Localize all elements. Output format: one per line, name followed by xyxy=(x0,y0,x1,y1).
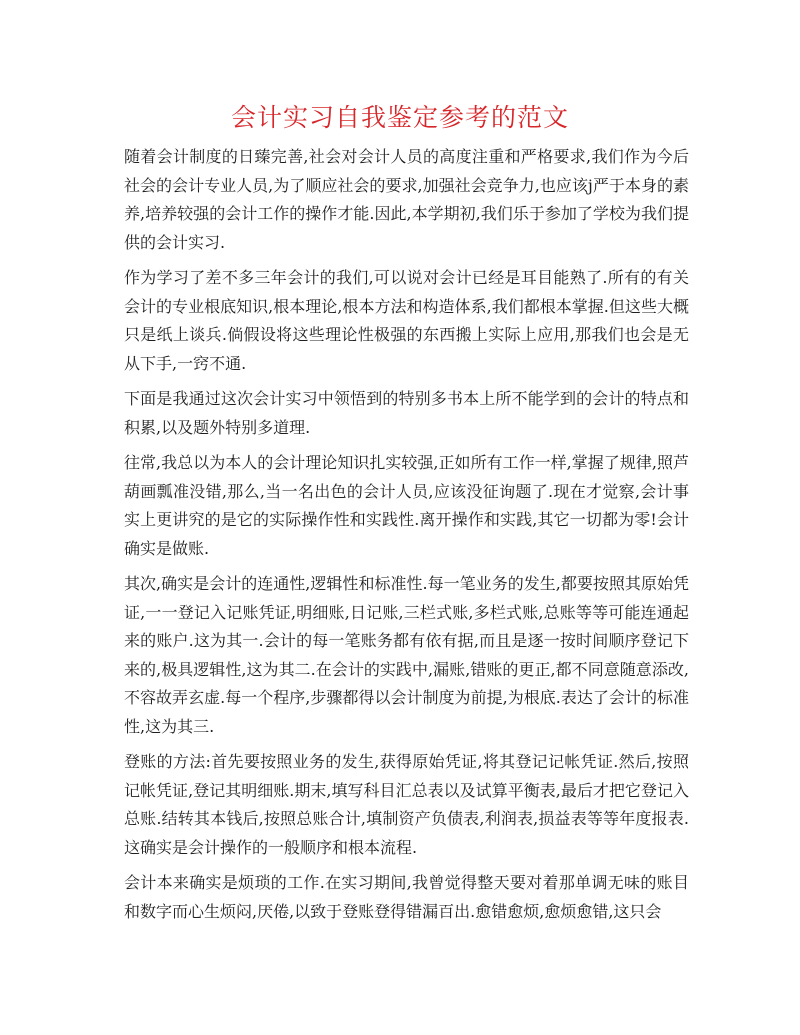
document-title: 会计实习自我鉴定参考的范文 xyxy=(230,103,569,132)
document-body xyxy=(124,143,689,933)
paragraph-1: 随着会计制度的日臻完善,社会对会计人员的高度注重和严格要求,我们作为今后社会的会计专业人员,为了顺应社会的要求,加强社会竞争力,也应该j严于本身的素养,培养较强的会计工作的操作才能.因此,本学期初,我们乐于参加了学校为我们提供的会计实习. xyxy=(124,147,689,252)
paragraph-4: 往常,我总以为本人的会计理论知识扎实较强,正如所有工作一样,掌握了规律,照芦葫画瓢准没错,那么,当一名出色的会计人员,应该没征询题了.现在才觉察,会计事实上更讲究的是它的实际操作性和实践性.离开操作和实践,其它一切都为零!会计确实是做账. xyxy=(124,453,689,558)
paragraph-5: 其次,确实是会计的连通性,逻辑性和标准性.每一笔业务的发生,都要按照其原始凭证,一一登记入记账凭证,明细账,日记账,三栏式账,多栏式账,总账等等可能连通起来的账户.这为其一.会计的每一笔账务都有依有据,而且是逐一按时间顺序登记下来的,极具逻辑性,这为其二.在会计的实践中,漏账,错账的更正,都不同意随意添改,不容故弄玄虚.每一个程序,步骤都得以会计制度为前提,为根底.表达了会计的标准性,这为其三. xyxy=(124,574,689,736)
paragraph-3: 下面是我通过这次会计实习中领悟到的特别多书本上所不能学到的会计的特点和积累,以及题外特别多道理. xyxy=(124,389,689,437)
paragraph-2: 作为学习了差不多三年会计的我们,可以说对会计已经是耳目能熟了.所有的有关会计的专业根底知识,根本理论,根本方法和构造体系,我们都根本掌握.但这些大概只是纸上谈兵.倘假设将这些理论性极强的东西搬上实际上应用,那我们也会是无从下手,一窍不通. xyxy=(124,268,689,373)
paragraph-7: 会计本来确实是烦琐的工作.在实习期间,我曾觉得整天要对着那单调无味的账目和数字而心生烦闷,厌倦,以致于登账登得错漏百出.愈错愈烦,愈烦愈错,这只会 xyxy=(124,873,689,921)
paragraph-6: 登账的方法:首先要按照业务的发生,获得原始凭证,将其登记记帐凭证.然后,按照记帐凭证,登记其明细账.期末,填写科目汇总表以及试算平衡表,最后才把它登记入总账.结转其本钱后,按照总账合计,填制资产负债表,利润表,损益表等等年度报表.这确实是会计操作的一般顺序和根本流程. xyxy=(124,752,689,857)
